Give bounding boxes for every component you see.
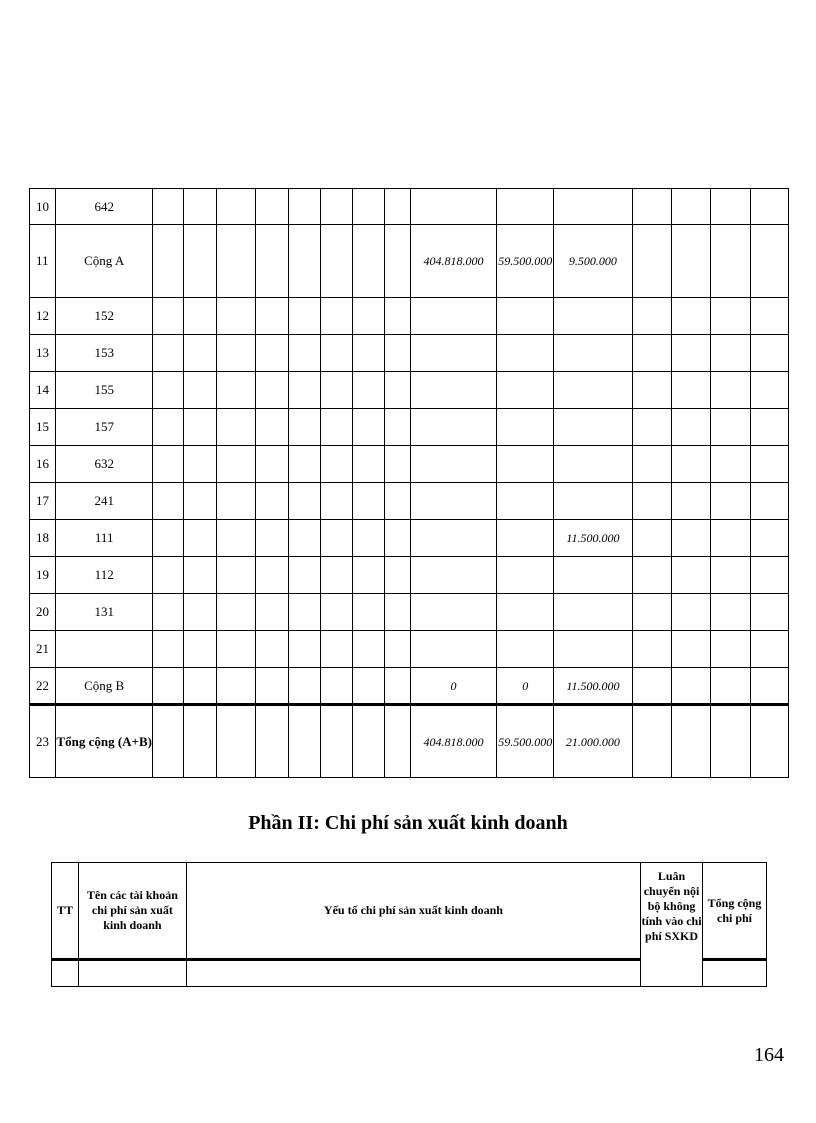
account-code	[56, 631, 153, 668]
empty-cell	[352, 483, 384, 520]
empty-cell	[750, 520, 788, 557]
row-number: 22	[30, 668, 56, 705]
empty-cell	[710, 409, 750, 446]
header-account-name: Tên các tài khoản chi phí sản xuất kinh doanh	[78, 863, 186, 960]
empty-cell	[255, 631, 288, 668]
empty-cell	[710, 557, 750, 594]
empty-cell	[255, 446, 288, 483]
empty-cell	[352, 189, 384, 225]
empty-cell	[352, 446, 384, 483]
empty-cell	[153, 335, 184, 372]
empty-cell	[632, 668, 671, 705]
empty-cell	[184, 483, 217, 520]
blank-cell	[186, 960, 640, 987]
value-cell	[554, 446, 632, 483]
value-cell	[410, 631, 496, 668]
value-cell	[554, 298, 632, 335]
empty-cell	[153, 483, 184, 520]
empty-cell	[288, 189, 320, 225]
empty-cell	[288, 557, 320, 594]
empty-cell	[632, 372, 671, 409]
empty-cell	[320, 335, 352, 372]
header-internal-transfer: Luân chuyển nội bộ không tính vào chi phí SXKD	[641, 863, 703, 987]
empty-cell	[352, 557, 384, 594]
value-cell	[410, 298, 496, 335]
value-cell: 59.500.000	[497, 225, 554, 298]
header-cost-elements: Yếu tố chi phí sản xuất kinh doanh	[186, 863, 640, 960]
empty-cell	[750, 631, 788, 668]
empty-cell	[352, 225, 384, 298]
empty-cell	[288, 483, 320, 520]
empty-cell	[217, 668, 255, 705]
row-number: 16	[30, 446, 56, 483]
empty-cell	[288, 668, 320, 705]
empty-cell	[255, 409, 288, 446]
row-number: 12	[30, 298, 56, 335]
row-number: 10	[30, 189, 56, 225]
table-row	[30, 372, 789, 409]
empty-cell	[352, 705, 384, 778]
value-cell	[497, 483, 554, 520]
table-row	[30, 557, 789, 594]
row-number: 21	[30, 631, 56, 668]
empty-cell	[288, 372, 320, 409]
account-code: Cộng A	[56, 225, 153, 298]
empty-cell	[384, 594, 410, 631]
empty-cell	[153, 225, 184, 298]
empty-cell	[217, 225, 255, 298]
empty-cell	[217, 189, 255, 225]
account-code: 241	[56, 483, 153, 520]
blank-cell	[52, 960, 79, 987]
empty-cell	[710, 335, 750, 372]
empty-cell	[255, 668, 288, 705]
table-row	[30, 520, 789, 557]
section-title: Phần II: Chi phí sản xuất kinh doanh	[248, 812, 568, 834]
table-row	[30, 668, 789, 705]
value-cell	[497, 189, 554, 225]
empty-cell	[671, 631, 710, 668]
empty-cell	[217, 520, 255, 557]
table-row	[30, 594, 789, 631]
empty-cell	[184, 409, 217, 446]
empty-cell	[632, 446, 671, 483]
empty-cell	[384, 668, 410, 705]
account-code: Cộng B	[56, 668, 153, 705]
empty-cell	[320, 298, 352, 335]
value-cell: 11.500.000	[554, 520, 632, 557]
empty-cell	[352, 335, 384, 372]
empty-cell	[750, 298, 788, 335]
table-row	[30, 225, 789, 298]
empty-cell	[288, 631, 320, 668]
empty-cell	[710, 298, 750, 335]
value-cell	[410, 372, 496, 409]
empty-cell	[384, 446, 410, 483]
account-code: 632	[56, 446, 153, 483]
empty-cell	[320, 668, 352, 705]
empty-cell	[750, 189, 788, 225]
value-cell: 404.818.000	[410, 225, 496, 298]
value-cell	[554, 594, 632, 631]
empty-cell	[153, 446, 184, 483]
row-number: 18	[30, 520, 56, 557]
empty-cell	[255, 189, 288, 225]
cost-table-part1	[29, 188, 789, 778]
empty-cell	[288, 520, 320, 557]
value-cell	[497, 335, 554, 372]
value-cell	[410, 594, 496, 631]
row-number: 14	[30, 372, 56, 409]
empty-cell	[632, 483, 671, 520]
value-cell	[497, 557, 554, 594]
empty-cell	[632, 298, 671, 335]
header-tt: TT	[52, 863, 79, 960]
empty-cell	[750, 409, 788, 446]
value-cell: 21.000.000	[554, 705, 632, 778]
empty-cell	[632, 225, 671, 298]
empty-cell	[153, 189, 184, 225]
empty-cell	[217, 372, 255, 409]
empty-cell	[320, 557, 352, 594]
empty-cell	[671, 483, 710, 520]
empty-cell	[710, 520, 750, 557]
empty-cell	[255, 594, 288, 631]
empty-cell	[384, 409, 410, 446]
empty-cell	[255, 705, 288, 778]
empty-cell	[153, 557, 184, 594]
empty-cell	[352, 409, 384, 446]
value-cell	[410, 520, 496, 557]
empty-cell	[750, 372, 788, 409]
empty-cell	[384, 483, 410, 520]
empty-cell	[184, 372, 217, 409]
value-cell	[410, 189, 496, 225]
empty-cell	[288, 298, 320, 335]
value-cell	[410, 335, 496, 372]
empty-cell	[352, 520, 384, 557]
value-cell	[554, 483, 632, 520]
value-cell	[410, 446, 496, 483]
empty-cell	[352, 668, 384, 705]
empty-cell	[184, 631, 217, 668]
header-row	[52, 863, 767, 960]
account-code: 642	[56, 189, 153, 225]
empty-cell	[184, 298, 217, 335]
empty-cell	[288, 335, 320, 372]
empty-cell	[153, 409, 184, 446]
empty-cell	[288, 409, 320, 446]
empty-cell	[384, 705, 410, 778]
row-number: 11	[30, 225, 56, 298]
empty-cell	[750, 594, 788, 631]
empty-cell	[184, 668, 217, 705]
account-code: 131	[56, 594, 153, 631]
account-code: 153	[56, 335, 153, 372]
empty-cell	[153, 520, 184, 557]
empty-cell	[217, 705, 255, 778]
empty-cell	[255, 483, 288, 520]
empty-cell	[153, 594, 184, 631]
empty-cell	[671, 557, 710, 594]
table-row	[30, 705, 789, 778]
empty-cell	[352, 298, 384, 335]
empty-cell	[671, 520, 710, 557]
empty-cell	[217, 298, 255, 335]
row-number: 20	[30, 594, 56, 631]
empty-cell	[671, 594, 710, 631]
empty-cell	[384, 372, 410, 409]
empty-cell	[184, 557, 217, 594]
value-cell: 9.500.000	[554, 225, 632, 298]
empty-cell	[288, 705, 320, 778]
empty-cell	[384, 631, 410, 668]
empty-cell	[750, 335, 788, 372]
empty-cell	[255, 335, 288, 372]
empty-cell	[255, 372, 288, 409]
empty-cell	[710, 225, 750, 298]
empty-cell	[750, 225, 788, 298]
row-number: 17	[30, 483, 56, 520]
value-cell: 404.818.000	[410, 705, 496, 778]
empty-cell	[710, 372, 750, 409]
empty-cell	[384, 189, 410, 225]
empty-cell	[710, 705, 750, 778]
empty-cell	[184, 520, 217, 557]
empty-cell	[632, 335, 671, 372]
empty-cell	[750, 705, 788, 778]
empty-cell	[710, 189, 750, 225]
value-cell	[497, 594, 554, 631]
empty-cell	[153, 298, 184, 335]
value-cell	[554, 557, 632, 594]
empty-cell	[384, 557, 410, 594]
value-cell	[497, 372, 554, 409]
value-cell: 11.500.000	[554, 668, 632, 705]
value-cell	[497, 298, 554, 335]
value-cell	[554, 372, 632, 409]
empty-cell	[671, 705, 710, 778]
account-code: Tổng cộng (A+B)	[56, 705, 153, 778]
empty-cell	[255, 557, 288, 594]
empty-cell	[632, 409, 671, 446]
empty-cell	[384, 225, 410, 298]
row-number: 19	[30, 557, 56, 594]
table-row	[30, 189, 789, 225]
empty-cell	[320, 225, 352, 298]
empty-cell	[184, 705, 217, 778]
table-row	[30, 298, 789, 335]
empty-cell	[184, 594, 217, 631]
empty-cell	[632, 520, 671, 557]
empty-cell	[288, 594, 320, 631]
empty-cell	[352, 631, 384, 668]
table-row	[30, 483, 789, 520]
empty-cell	[255, 520, 288, 557]
row-number: 23	[30, 705, 56, 778]
value-cell	[410, 557, 496, 594]
empty-cell	[217, 483, 255, 520]
empty-cell	[255, 298, 288, 335]
empty-cell	[184, 446, 217, 483]
value-cell	[497, 446, 554, 483]
empty-cell	[153, 631, 184, 668]
empty-cell	[750, 446, 788, 483]
empty-cell	[352, 594, 384, 631]
empty-cell	[671, 225, 710, 298]
empty-cell	[184, 335, 217, 372]
empty-cell	[320, 483, 352, 520]
empty-cell	[320, 594, 352, 631]
empty-cell	[710, 631, 750, 668]
value-cell	[497, 520, 554, 557]
empty-cell	[153, 705, 184, 778]
empty-cell	[710, 594, 750, 631]
row-number: 15	[30, 409, 56, 446]
value-cell	[554, 189, 632, 225]
empty-cell	[750, 557, 788, 594]
table-row	[30, 335, 789, 372]
empty-cell	[632, 594, 671, 631]
empty-cell	[671, 409, 710, 446]
account-code: 157	[56, 409, 153, 446]
value-cell	[410, 409, 496, 446]
value-cell	[410, 483, 496, 520]
empty-cell	[217, 557, 255, 594]
empty-cell	[710, 483, 750, 520]
empty-cell	[217, 594, 255, 631]
row-number: 13	[30, 335, 56, 372]
empty-cell	[671, 189, 710, 225]
empty-cell	[671, 298, 710, 335]
empty-cell	[671, 668, 710, 705]
blank-cell	[78, 960, 186, 987]
empty-cell	[320, 520, 352, 557]
empty-cell	[352, 372, 384, 409]
table-row	[30, 446, 789, 483]
blank-cell	[703, 960, 767, 987]
empty-cell	[710, 446, 750, 483]
empty-cell	[710, 668, 750, 705]
cost-table-part2	[51, 862, 767, 987]
empty-cell	[632, 705, 671, 778]
header-total-cost: Tổng cộng chi phí	[703, 863, 767, 960]
empty-cell	[288, 446, 320, 483]
empty-cell	[750, 668, 788, 705]
value-cell	[554, 335, 632, 372]
empty-cell	[217, 631, 255, 668]
empty-cell	[184, 225, 217, 298]
value-cell: 0	[410, 668, 496, 705]
table-row	[30, 631, 789, 668]
empty-cell	[320, 446, 352, 483]
table-row	[30, 409, 789, 446]
account-code: 155	[56, 372, 153, 409]
empty-cell	[255, 225, 288, 298]
value-cell	[554, 631, 632, 668]
empty-cell	[320, 372, 352, 409]
empty-cell	[384, 298, 410, 335]
empty-cell	[288, 225, 320, 298]
page-number: 164	[754, 1044, 784, 1066]
empty-cell	[384, 335, 410, 372]
empty-cell	[632, 189, 671, 225]
empty-cell	[671, 446, 710, 483]
empty-cell	[184, 189, 217, 225]
account-code: 111	[56, 520, 153, 557]
empty-cell	[217, 409, 255, 446]
account-code: 112	[56, 557, 153, 594]
value-cell	[497, 409, 554, 446]
empty-cell	[750, 483, 788, 520]
empty-cell	[153, 372, 184, 409]
value-cell	[554, 409, 632, 446]
value-cell	[497, 631, 554, 668]
empty-cell	[632, 557, 671, 594]
empty-cell	[320, 631, 352, 668]
empty-cell	[384, 520, 410, 557]
empty-cell	[320, 409, 352, 446]
account-code: 152	[56, 298, 153, 335]
value-cell: 0	[497, 668, 554, 705]
empty-cell	[671, 335, 710, 372]
empty-cell	[632, 631, 671, 668]
empty-cell	[153, 668, 184, 705]
empty-cell	[217, 335, 255, 372]
empty-cell	[217, 446, 255, 483]
empty-cell	[320, 705, 352, 778]
value-cell: 59.500.000	[497, 705, 554, 778]
empty-cell	[320, 189, 352, 225]
empty-cell	[671, 372, 710, 409]
